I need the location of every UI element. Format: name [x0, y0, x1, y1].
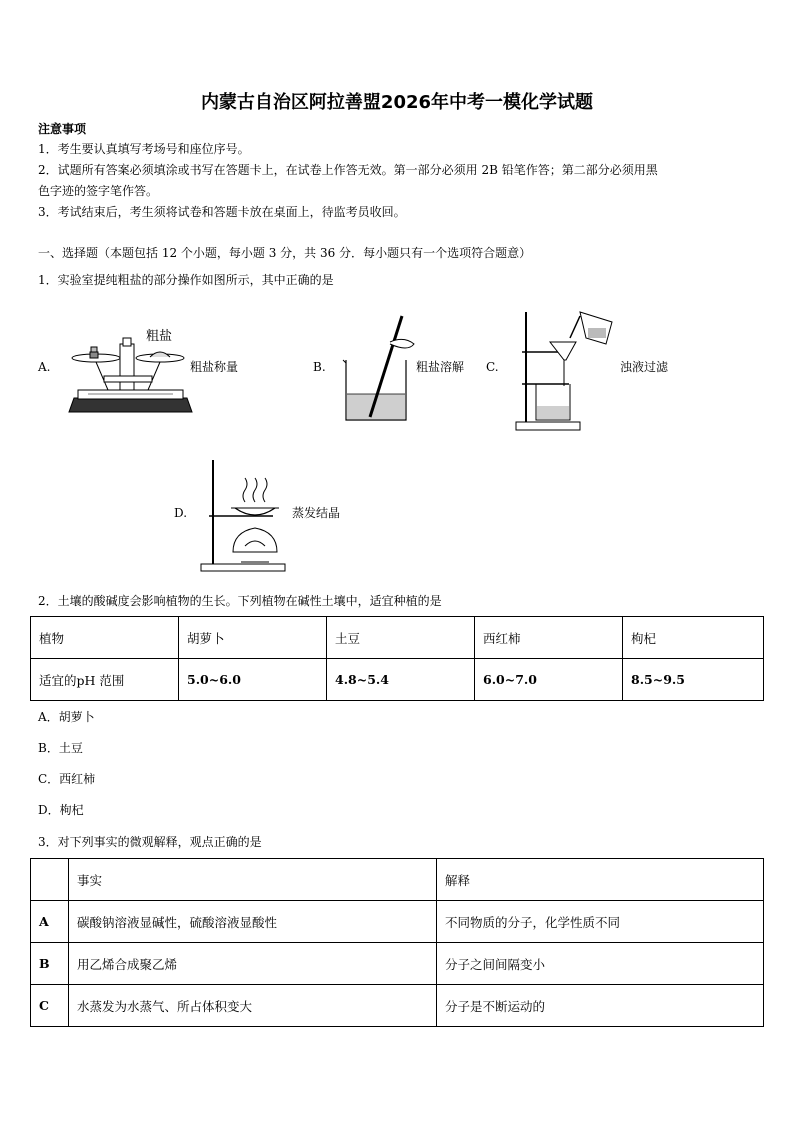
table-row [31, 617, 764, 659]
q1-stem: 1．实验室提纯粗盐的部分操作如图所示，其中正确的是 [38, 273, 334, 287]
table-cell: 4.8~5.4 [327, 659, 475, 701]
q1-option-a-tag: 粗盐 [146, 329, 173, 344]
q2-option-c: C．西红柿 [38, 772, 96, 786]
table-cell: 8.5~9.5 [623, 659, 764, 701]
table-row [31, 901, 764, 943]
table-cell: 事实 [69, 859, 437, 901]
q2-option-a: A．胡萝卜 [38, 710, 95, 724]
q1-option-d-caption: 蒸发结晶 [292, 506, 341, 520]
balance-scale-figure [68, 328, 193, 418]
notice-item-3: 3．考试结束后，考生须将试卷和答题卡放在桌面上，待监考员收回。 [38, 205, 406, 219]
table-cell: 胡萝卜 [179, 617, 327, 659]
table-cell: 用乙烯合成聚乙烯 [69, 943, 437, 985]
table-row [31, 859, 764, 901]
section1-heading: 一、选择题（本题包括 12 个小题，每小题 3 分，共 36 分．每小题只有一个选项符合题意） [38, 246, 532, 260]
q2-option-b: B．土豆 [38, 741, 83, 755]
table-cell: 土豆 [327, 617, 475, 659]
q1-option-d-letter: D. [174, 506, 188, 520]
table-cell [31, 859, 69, 901]
notice-item-2: 2．试题所有答案必须填涂或书写在答题卡上，在试卷上作答无效。第一部分必须用 2B 铅笔作答；第二部分必须用黑 [38, 163, 658, 177]
q1-option-a-letter: A. [38, 360, 51, 374]
notice-item-2-cont: 色字迹的签字笔作答。 [38, 184, 159, 198]
evaporation-figure [195, 458, 290, 574]
page-title: 内蒙古自治区阿拉善盟2026年中考一模化学试题 [200, 92, 594, 113]
table-row [31, 985, 764, 1027]
q1-option-b-caption: 粗盐溶解 [416, 360, 465, 374]
q2-table [30, 616, 764, 701]
q3-stem: 3．对下列事实的微观解释，观点正确的是 [38, 835, 262, 849]
table-cell: 分子是不断运动的 [437, 985, 764, 1027]
table-row [31, 659, 764, 701]
q1-option-c-letter: C. [486, 360, 499, 374]
table-row [31, 943, 764, 985]
table-cell: 碳酸钠溶液显碱性，硫酸溶液显酸性 [69, 901, 437, 943]
filtration-figure [514, 308, 619, 434]
table-cell: 西红柿 [475, 617, 623, 659]
notice-heading: 注意事项 [38, 122, 87, 136]
table-cell: B [31, 943, 69, 985]
q1-option-a-caption: 粗盐称量 [190, 360, 239, 374]
table-cell: C [31, 985, 69, 1027]
table-cell: 水蒸发为水蒸气、所占体积变大 [69, 985, 437, 1027]
table-cell: 5.0~6.0 [179, 659, 327, 701]
q3-table [30, 858, 764, 1027]
table-cell: 适宜的pH 范围 [31, 659, 179, 701]
q1-option-b-letter: B. [313, 360, 326, 374]
table-cell: 不同物质的分子，化学性质不同 [437, 901, 764, 943]
table-cell: 植物 [31, 617, 179, 659]
beaker-dissolving-figure [340, 314, 415, 424]
q2-stem: 2．土壤的酸碱度会影响植物的生长。下列植物在碱性土壤中，适宜种植的是 [38, 594, 442, 608]
table-cell: 解释 [437, 859, 764, 901]
q2-option-d: D．枸杞 [38, 803, 84, 817]
table-cell: 6.0~7.0 [475, 659, 623, 701]
notice-item-1: 1．考生要认真填写考场号和座位序号。 [38, 142, 250, 156]
table-cell: 枸杞 [623, 617, 764, 659]
table-cell: 分子之间间隔变小 [437, 943, 764, 985]
table-cell: A [31, 901, 69, 943]
q1-option-c-caption: 浊液过滤 [620, 360, 669, 374]
